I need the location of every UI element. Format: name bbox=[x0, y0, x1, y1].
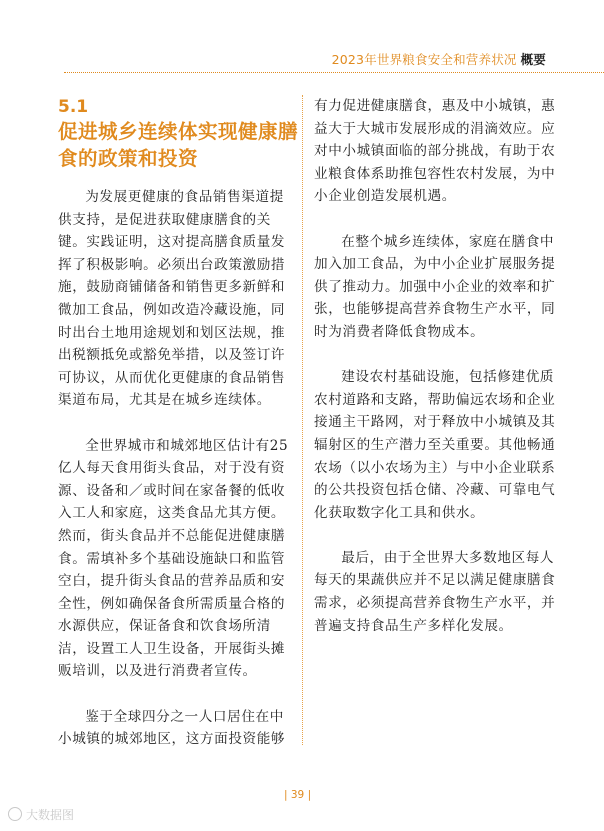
watermark bbox=[8, 806, 74, 823]
running-header bbox=[332, 50, 546, 68]
header-title-text: 2023年世界粮食安全和营养状况 bbox=[331, 52, 517, 67]
watermark-text: 大数据图 bbox=[26, 808, 75, 822]
right-column bbox=[314, 95, 556, 637]
column-divider bbox=[302, 95, 303, 745]
header-suffix: 概要 bbox=[520, 52, 546, 67]
paragraph: 全世界城市和城郊地区估计有25亿人每天食用街头食品，对于没有资源、设备和／或时间在家备餐的低收入工人和家庭，这类食品尤其方便。然而，街头食品并不总能促进健康膳食。需填补多个基础设施缺口和监管空白，提升街头食品的营养品质和安全性，例如确保备食所需质量合格的水源供应，保证备食和饮食场所清洁，设置工人卫生设备，开展街头摊贩培训，以及进行消费者宣传。 bbox=[58, 437, 289, 680]
paragraph: 为发展更健康的食品销售渠道提供支持，是促进获取健康膳食的关键。实践证明，这对提高膳食质量发挥了积极影响。必须出台政策激励措施，鼓励商铺储备和销售更多新鲜和微加工食品，例如改造冷藏设施，同时出台土地用途规划和划区法规，推出税额抵免或豁免举措，以及签订许可协议，从而优化更健康的食品销售渠道布局，尤其是在城乡连续体。 bbox=[58, 189, 286, 409]
paragraph: 在整个城乡连续体，家庭在膳食中加入加工食品，为中小企业扩展服务提供了推动力。加强中小企业的效率和扩张，也能够提高营养食物生产水平，同时为消费者降低食物成本。 bbox=[314, 233, 556, 340]
left-column bbox=[58, 186, 294, 751]
section-title: 促进城乡连续体实现健康膳食的政策和投资 bbox=[58, 120, 299, 170]
paragraph-continuation: 有力促进健康膳食，惠及中小城镇，惠益大于大城市发展形成的涓滴效应。应对中小城镇面临的部分挑战，有助于农业粮食体系助推包容性农村发展，为中小企业创造发展机遇。 bbox=[314, 98, 556, 205]
paragraph: 建设农村基础设施，包括修建优质农村道路和支路，帮助偏远农场和企业接通主干路网，对于释放中小城镇及其辐射区的生产潜力至关重要。其他畅通农场（以小农场为主）与中小企业联系的公共投资包括仓储、冷藏、可靠电气化获取数字化工具和供水。 bbox=[314, 369, 556, 521]
paragraph: 鉴于全球四分之一人口居住在中小城镇的城郊地区，这方面投资能够 bbox=[58, 708, 286, 748]
section-number: 5.1 bbox=[58, 97, 89, 117]
paragraph: 最后，由于全世界大多数地区每人每天的果蔬供应并不足以满足健康膳食需求，必须提高营养食物生产水平，并普遍支持食品生产多样化发展。 bbox=[314, 549, 556, 634]
header-rule bbox=[64, 72, 604, 73]
watermark-logo-icon bbox=[8, 807, 22, 821]
page-number: | 39 | bbox=[284, 789, 312, 801]
